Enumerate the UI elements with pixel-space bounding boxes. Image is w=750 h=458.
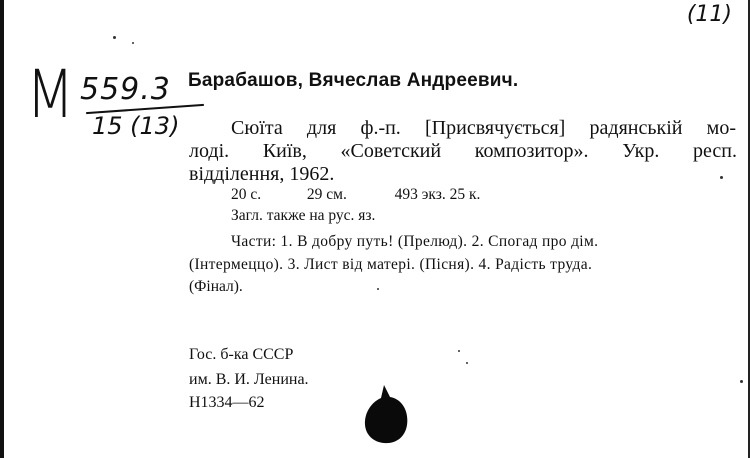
print-run: 493 экз. 25 к. <box>394 186 481 203</box>
ink-speck <box>377 288 379 290</box>
ink-blot <box>362 383 410 445</box>
ink-speck <box>720 176 723 179</box>
ink-speck <box>458 350 460 352</box>
title-line-2 <box>189 140 737 163</box>
handwritten-corner-mark: (11) <box>686 2 732 27</box>
contents-line-1: Части: 1. В добру путь! (Прелюд). 2. Спогад про дім. <box>231 233 599 250</box>
handwritten-shelf-code-bottom: 15 (13) <box>92 112 180 140</box>
library-name-suffix: им. В. И. Ленина. <box>189 371 309 388</box>
card-size: 29 см. <box>306 186 347 203</box>
ink-speck <box>740 380 743 383</box>
title-line-3: відділення, 1962. <box>189 163 335 185</box>
contents-line-3: (Фінал). <box>189 278 243 295</box>
handwritten-shelf-code-top: 559.3 <box>80 72 171 107</box>
title-text-2: лоді. Київ, «Советский композитор». Укр. респ. <box>189 140 737 162</box>
ink-speck <box>466 362 468 364</box>
title-line-1 <box>231 117 736 140</box>
card-number: Н1334—62 <box>189 394 265 411</box>
title-note: Загл. также на рус. яз. <box>231 207 376 224</box>
author-heading: Барабашов, Вячеслав Андреевич. <box>188 70 519 91</box>
physical-description <box>231 186 480 204</box>
title-text-1: Сюїта для ф.-п. [Присвячується] радянській мо- <box>231 117 736 139</box>
card-left-edge <box>0 0 4 458</box>
page-count: 20 с. <box>231 186 262 203</box>
ink-speck <box>132 42 134 44</box>
contents-line-2: (Інтермеццо). 3. Лист від матері. (Пісня). 4. Радість труда. <box>189 256 593 273</box>
library-name: Гос. б-ка СССР <box>189 346 294 363</box>
ink-speck <box>113 36 116 39</box>
handwritten-shelf-letter: М <box>26 56 73 133</box>
